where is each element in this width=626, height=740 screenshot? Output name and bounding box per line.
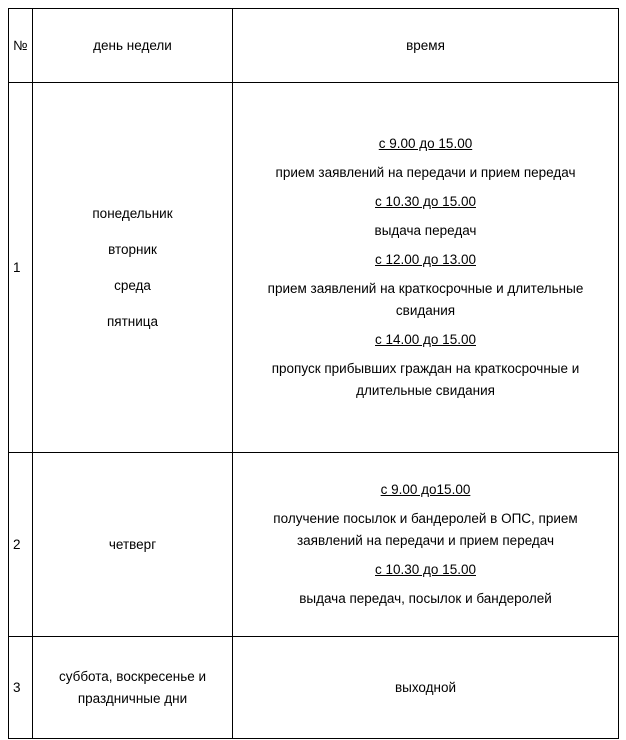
slot-description: получение посылок и бандеролей в ОПС, прием заявлений на передачи и прием передач xyxy=(273,510,578,548)
header-number: № xyxy=(9,9,33,83)
row-number: 1 xyxy=(9,83,33,453)
schedule-table xyxy=(8,8,619,739)
slot-description: выдача передач xyxy=(374,222,477,238)
row-number: 3 xyxy=(9,637,33,739)
day-cell xyxy=(33,453,233,637)
slot-time: с 12.00 до 13.00 xyxy=(375,251,476,267)
slot-time: с 10.30 до 15.00 xyxy=(375,193,476,209)
header-day-of-week: день недели xyxy=(33,9,233,83)
day-list xyxy=(33,196,232,340)
day-name: вторник xyxy=(108,241,157,257)
slot-time: с 14.00 до 15.00 xyxy=(375,331,476,347)
slot-description: прием заявлений на краткосрочные и длительные свидания xyxy=(267,280,584,318)
table-row xyxy=(9,453,619,637)
header-time: время xyxy=(233,9,619,83)
slot-time: с 9.00 до 15.00 xyxy=(378,135,473,151)
day-name: понедельник xyxy=(92,205,173,221)
slot-description: выдача передач, посылок и бандеролей xyxy=(299,590,552,606)
table-row xyxy=(9,83,619,453)
day-name: пятница xyxy=(106,313,159,329)
day-cell xyxy=(33,83,233,453)
time-cell xyxy=(233,453,619,637)
slot-time: с 10.30 до 15.00 xyxy=(375,561,476,577)
table-header-row xyxy=(9,9,619,83)
day-cell: суббота, воскресенье и праздничные дни xyxy=(33,637,233,739)
row-number: 2 xyxy=(9,453,33,637)
time-cell xyxy=(233,83,619,453)
table-row xyxy=(9,637,619,739)
slot-time: с 9.00 до15.00 xyxy=(380,481,471,497)
day-name: среда xyxy=(114,277,151,293)
slot-description: прием заявлений на передачи и прием передач xyxy=(275,164,576,180)
slot-description: пропуск прибывших граждан на краткосрочные и длительные свидания xyxy=(271,360,580,398)
day-name: четверг xyxy=(108,537,157,552)
time-cell: выходной xyxy=(233,637,619,739)
